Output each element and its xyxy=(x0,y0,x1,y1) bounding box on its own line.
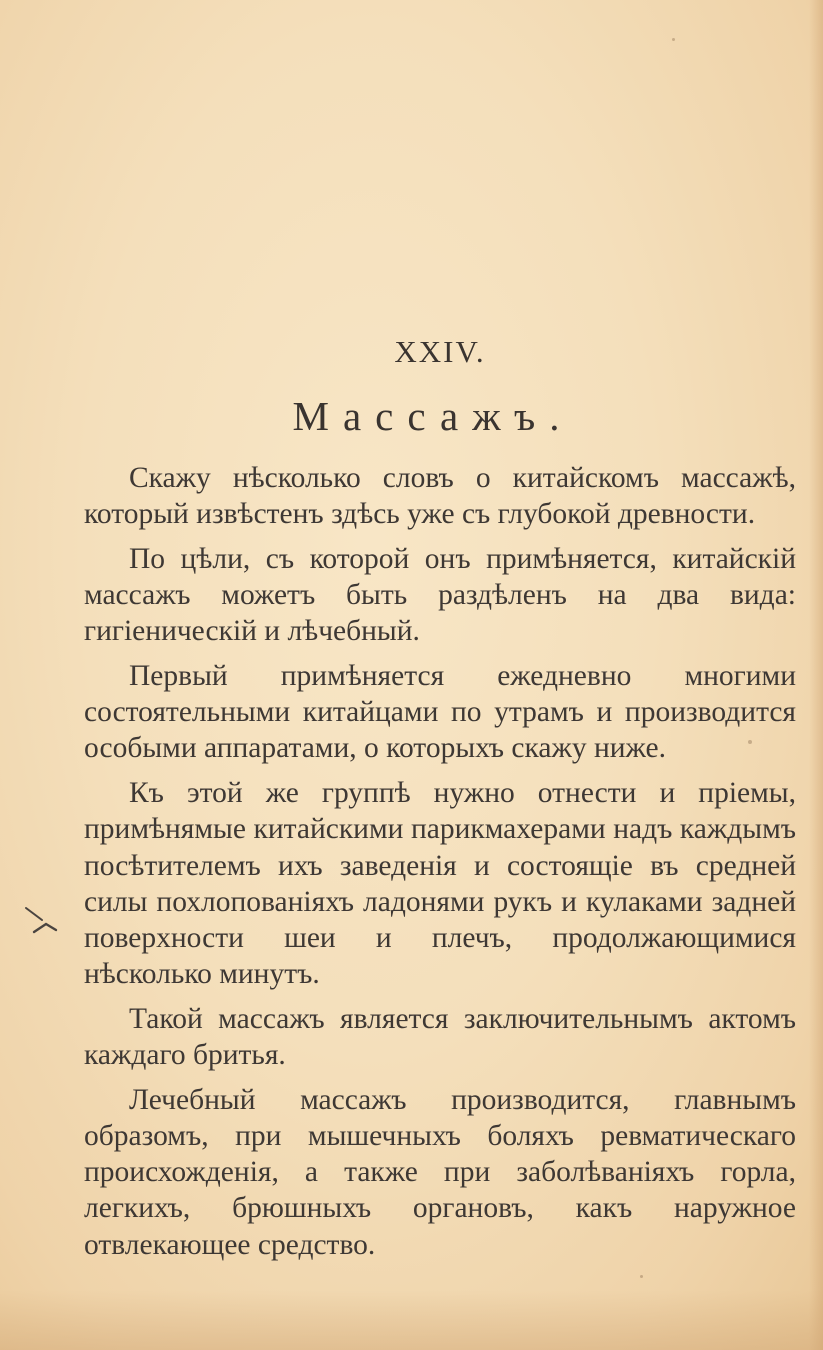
paper-speck xyxy=(640,1275,643,1278)
chapter-body xyxy=(84,460,796,1271)
page-edge-shadow xyxy=(809,0,823,1350)
paragraph: Лечебный массажъ производится, главнымъ образомъ, при мышечныхъ боляхъ ревматическаго происхожденія, а также при заболѣваніяхъ горла, легкихъ, брюшныхъ органовъ, какъ наружное отвлекающее средство. xyxy=(84,1083,796,1261)
chapter-number: XXIV. xyxy=(394,334,486,369)
paragraph: Скажу нѣсколько словъ о китайскомъ массажѣ, который извѣстенъ здѣсь уже съ глубокой древности. xyxy=(84,462,796,531)
paper-speck xyxy=(672,38,675,41)
paragraph: Первый примѣняется ежедневно многими состоятельными китайцами по утрамъ и производится особыми аппаратами, о которыхъ скажу ниже. xyxy=(84,660,796,765)
page-bottom-shadow xyxy=(0,1290,823,1350)
pencil-margin-mark-icon xyxy=(24,906,58,936)
paragraph: По цѣли, съ которой онъ примѣняется, китайскій массажъ можетъ быть раздѣленъ на два вида: гигіеническій и лѣчебный. xyxy=(84,542,796,648)
paragraph: Такой массажъ является заключительнымъ актомъ каждаго бритья. xyxy=(84,1002,796,1072)
paragraph: Къ этой же группѣ нужно отнести и пріемы, примѣнямые китайскими парикмахерами надъ каждымъ посѣтителемъ ихъ заведенія и состоящіе въ средней силы похлопованіяхъ ладонями рукъ и кулаками задней поверхности шеи и плечъ, продолжающимися нѣсколько минутъ. xyxy=(84,777,796,991)
chapter-title: Массажъ. xyxy=(292,393,574,439)
